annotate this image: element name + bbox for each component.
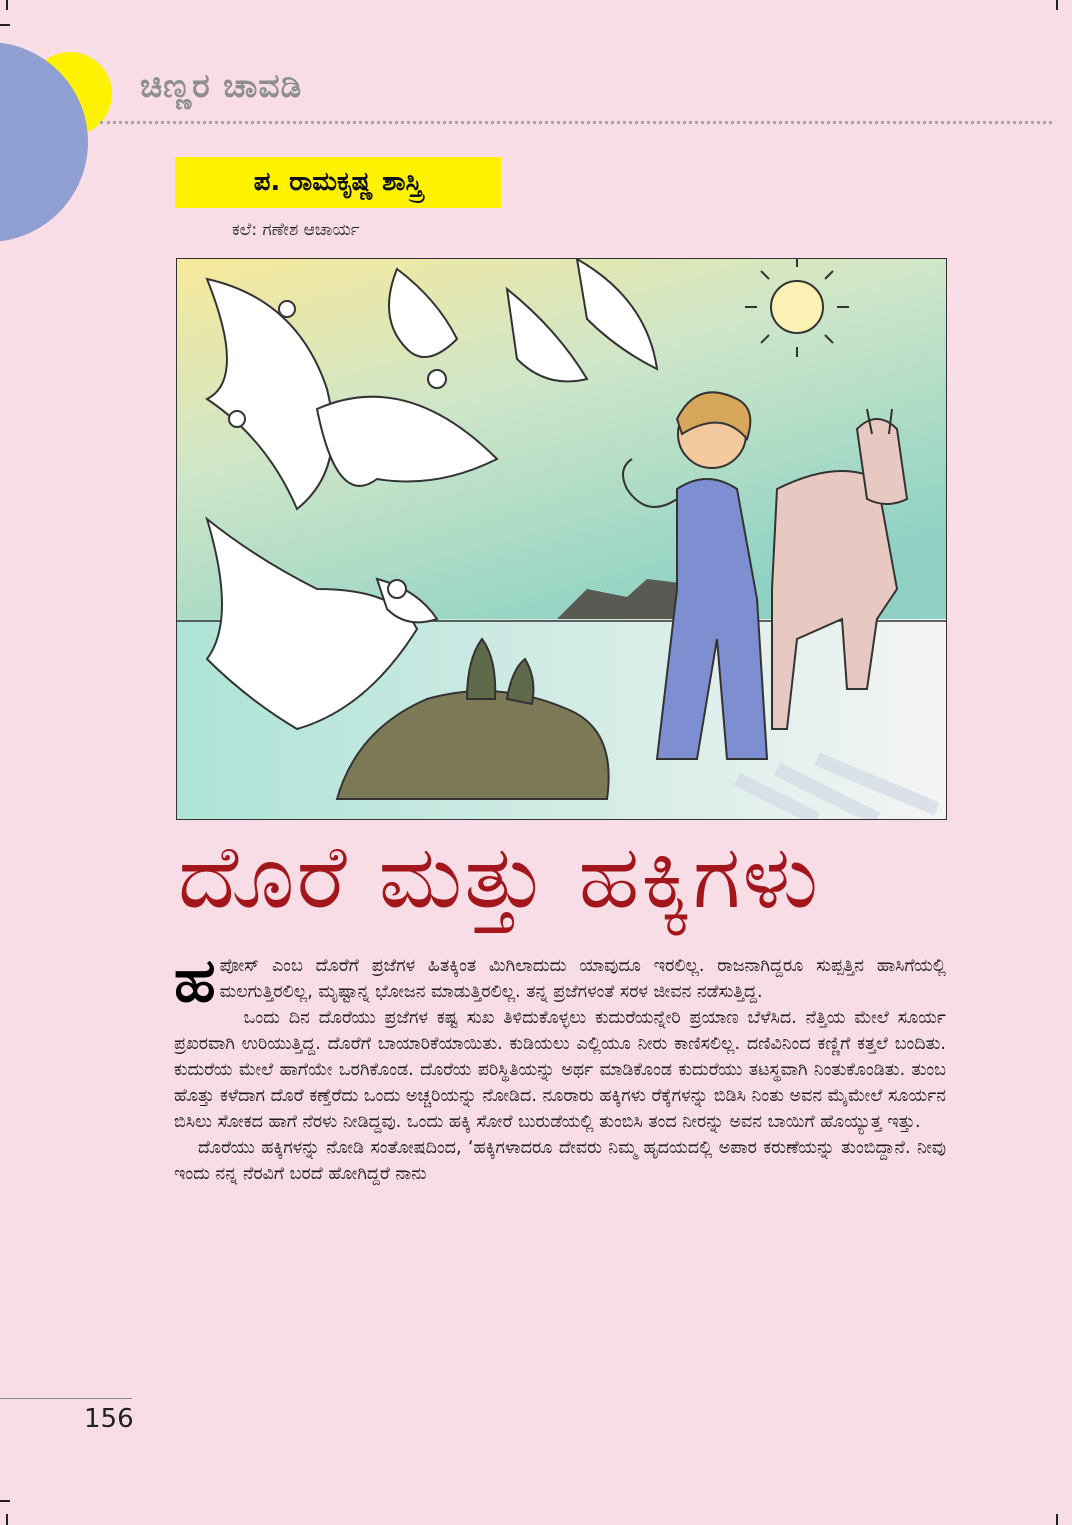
- art-credit: ಕಲೆ: ಗಣೇಶ ಆಚಾರ್ಯ: [232, 220, 360, 240]
- crop-mark-left-upper: [0, 24, 10, 26]
- paragraph-3: ದೊರೆಯು ಹಕ್ಕಿಗಳನ್ನು ನೋಡಿ ಸಂತೋಷದಿಂದ, ‘ಹಕ್ಕಿಗಳಾದರೂ ದೇವರು ನಿಮ್ಮ ಹೃದಯದಲ್ಲಿ ಅಪಾರ ಕರುಣೆಯನ್ನು ತುಂಬಿದ್ದಾನೆ. ನೀವು ಇಂದು ನನ್ನ ನೆರವಿಗೆ ಬರದೆ ಹೋಗಿದ್ದರೆ ನಾನು: [174, 1138, 946, 1184]
- illustration-drawing: [177, 259, 946, 819]
- header-dotted-rule: [100, 121, 1052, 124]
- page-number: 156: [84, 1404, 134, 1434]
- drop-cap: ಹ: [174, 946, 216, 1016]
- paragraph-1: [174, 946, 946, 1016]
- author-box: [175, 157, 501, 208]
- footer-rule: [0, 1398, 132, 1399]
- crop-mark-top-left: [6, 0, 8, 10]
- crop-mark-left-lower: [0, 1500, 10, 1502]
- paragraph-1-text: ಪೋಸ್ ಎಂಬ ದೊರೆಗೆ ಪ್ರಜೆಗಳ ಹಿತಕ್ಕಿಂತ ಮಿಗಿಲಾದುದು ಯಾವುದೂ ಇರಲಿಲ್ಲ. ರಾಜನಾಗಿದ್ದರೂ ಸುಪ್ಪತ್ತಿನ ಹಾಸಿಗೆಯಲ್ಲಿ ಮಲಗುತ್ತಿರಲಿಲ್ಲ, ಮೃಷ್ಟಾನ್ನ ಭೋಜನ ಮಾಡುತ್ತಿರಲಿಲ್ಲ. ತನ್ನ ಪ್ರಜೆಗಳಂತೆ ಸರಳ ಜೀವನ ನಡೆಸುತ್ತಿದ್ದ.: [219, 956, 946, 1002]
- story-illustration: [176, 258, 947, 820]
- crop-mark-top-right: [1056, 0, 1058, 10]
- crop-mark-bottom-right: [1056, 1514, 1058, 1525]
- story-body: [174, 946, 946, 1187]
- section-title: ಚಿಣ್ಣರ ಚಾವಡಿ: [140, 66, 303, 105]
- crop-mark-bottom-left: [6, 1514, 8, 1525]
- author-name: ಪ. ರಾಮಕೃಷ್ಣ ಶಾಸ್ತ್ರಿ: [253, 167, 423, 197]
- paragraph-2: ಒಂದು ದಿನ ದೊರೆಯು ಪ್ರಜೆಗಳ ಕಷ್ಟ ಸುಖ ತಿಳಿದುಕೊಳ್ಳಲು ಕುದುರೆಯನ್ನೇರಿ ಪ್ರಯಾಣ ಬೆಳೆಸಿದ. ನೆತ್ತಿಯ ಮೇಲೆ ಸೂರ್ಯ ಪ್ರಖರವಾಗಿ ಉರಿಯುತ್ತಿದ್ದ. ದೊರೆಗೆ ಬಾಯಾರಿಕೆಯಾಯಿತು. ಕುಡಿಯಲು ಎಲ್ಲಿಯೂ ನೀರು ಕಾಣಿಸಲಿಲ್ಲ. ದಣಿವಿನಿಂದ ಕಣ್ಣಿಗೆ ಕತ್ತಲೆ ಬಂದಿತು. ಕುದುರೆಯ ಮೇಲೆ ಹಾಗೆಯೇ ಒರಗಿಕೊಂಡ. ದೊರೆಯ ಪರಿಸ್ಥಿತಿಯನ್ನು ಅರ್ಥ ಮಾಡಿಕೊಂಡ ಕುದುರೆಯು ತಟಸ್ಥವಾಗಿ ನಿಂತುಕೊಂಡಿತು. ತುಂಬ ಹೊತ್ತು ಕಳೆದಾಗ ದೊರೆ ಕಣ್ತೆರೆದು ಒಂದು ಅಚ್ಚರಿಯನ್ನು ನೋಡಿದ. ನೂರಾರು ಹಕ್ಕಿಗಳು ರೆಕ್ಕೆಗಳನ್ನು ಬಿಡಿಸಿ ನಿಂತು ಅವನ ಮೈಮೇಲೆ ಸೂರ್ಯನ ಬಿಸಿಲು ಸೋಕದ ಹಾಗೆ ನೆರಳು ನೀಡಿದ್ದವು. ಒಂದು ಹಕ್ಕಿ ಸೋರೆ ಬುರುಡೆಯಲ್ಲಿ ತುಂಬಿಸಿ ತಂದ ನೀರನ್ನು ಅವನ ಬಾಯಿಗೆ ಹೊಯ್ಯುತ್ತ ಇತ್ತು.: [174, 1008, 946, 1132]
- story-title: ದೊರೆ ಮತ್ತು ಹಕ್ಕಿಗಳು: [178, 825, 821, 928]
